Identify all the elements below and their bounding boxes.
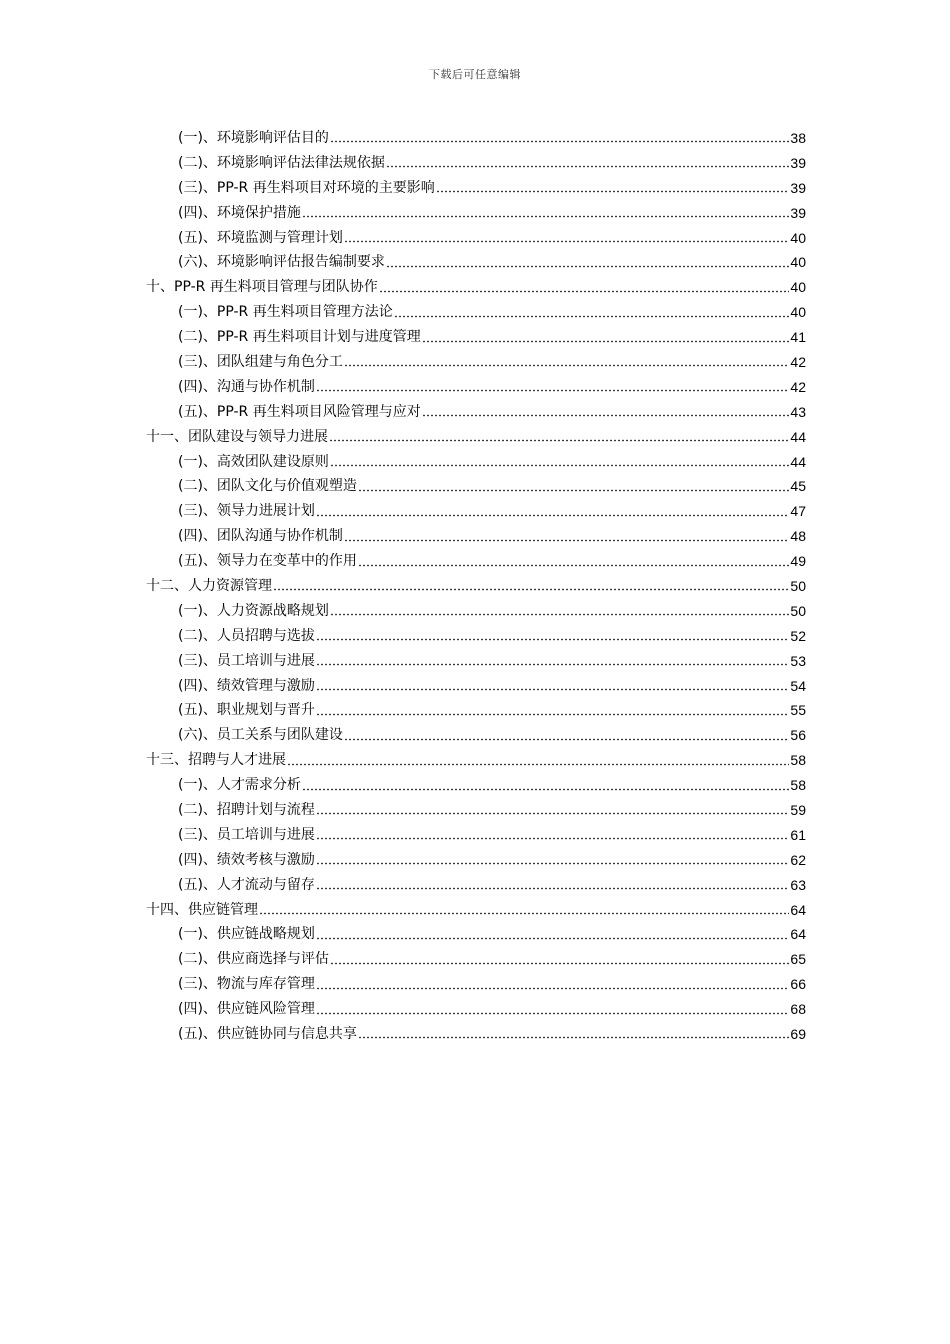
toc-page-number: 66 [790, 976, 806, 993]
toc-dot-leader [302, 787, 789, 791]
toc-entry-title: (二)、PP-R 再生料项目计划与进度管理 [178, 329, 421, 346]
toc-section-entry[interactable] [146, 624, 806, 649]
toc-entry-title: (一)、高效团队建设原则 [178, 453, 329, 470]
toc-section-entry[interactable] [146, 300, 806, 325]
toc-dot-leader [422, 414, 790, 418]
toc-section-entry[interactable] [146, 923, 806, 948]
toc-page-number: 44 [790, 428, 806, 445]
toc-page-number: 59 [790, 802, 806, 819]
toc-page-number: 58 [790, 777, 806, 794]
toc-page-number: 48 [790, 528, 806, 545]
toc-entry-title: (四)、团队沟通与协作机制 [178, 528, 343, 545]
toc-dot-leader [302, 215, 789, 219]
toc-dot-leader [330, 140, 789, 144]
toc-entry-title: 十二、人力资源管理 [146, 578, 272, 595]
toc-section-entry[interactable] [146, 823, 806, 848]
toc-page-number: 47 [790, 503, 806, 520]
toc-section-entry[interactable] [146, 972, 806, 997]
toc-section-entry[interactable] [146, 350, 806, 375]
toc-entry-title: (五)、供应链协同与信息共享 [178, 1026, 357, 1043]
toc-dot-leader [344, 538, 789, 542]
toc-entry-title: (五)、领导力在变革中的作用 [178, 553, 357, 570]
table-of-contents [146, 126, 806, 1047]
toc-dot-leader [316, 986, 789, 990]
toc-entry-title: (五)、环境监测与管理计划 [178, 229, 343, 246]
toc-entry-title: (二)、招聘计划与流程 [178, 802, 315, 819]
toc-dot-leader [316, 687, 789, 691]
toc-dot-leader [330, 613, 789, 617]
toc-page-number: 38 [790, 129, 806, 146]
toc-dot-leader [386, 264, 789, 268]
toc-page-number: 39 [790, 154, 806, 171]
toc-page-number: 40 [790, 229, 806, 246]
toc-page-number: 68 [790, 1001, 806, 1018]
toc-dot-leader [358, 488, 789, 492]
toc-page-number: 44 [790, 453, 806, 470]
toc-dot-leader [316, 638, 789, 642]
toc-entry-title: 十、PP-R 再生料项目管理与团队协作 [146, 279, 378, 296]
toc-page-number: 45 [790, 478, 806, 495]
toc-page-number: 42 [790, 354, 806, 370]
toc-section-entry[interactable] [146, 450, 806, 475]
toc-page-number: 49 [790, 553, 806, 570]
toc-page-number: 61 [790, 826, 806, 843]
toc-section-entry[interactable] [146, 723, 806, 748]
toc-section-entry[interactable] [146, 499, 806, 524]
toc-chapter-entry[interactable] [146, 425, 806, 450]
toc-entry-title: (五)、PP-R 再生料项目风险管理与应对 [178, 403, 421, 420]
toc-dot-leader [316, 513, 789, 517]
toc-dot-leader [358, 1036, 789, 1040]
toc-entry-title: (四)、绩效管理与激励 [178, 677, 315, 694]
toc-section-entry[interactable] [146, 375, 806, 400]
toc-entry-title: (四)、沟通与协作机制 [178, 378, 315, 395]
toc-entry-title: (三)、团队组建与角色分工 [178, 354, 343, 370]
toc-section-entry[interactable] [146, 674, 806, 699]
toc-entry-title: (三)、物流与库存管理 [178, 976, 315, 993]
toc-entry-title: (四)、供应链风险管理 [178, 1001, 315, 1018]
toc-section-entry[interactable] [146, 226, 806, 251]
toc-section-entry[interactable] [146, 848, 806, 873]
toc-entry-title: (三)、PP-R 再生料项目对环境的主要影响 [178, 179, 435, 196]
toc-dot-leader [316, 812, 789, 816]
toc-dot-leader [330, 961, 789, 965]
toc-section-entry[interactable] [146, 997, 806, 1022]
toc-page-number: 62 [790, 851, 806, 868]
toc-page-number: 39 [790, 204, 806, 221]
toc-entry-title: (一)、人力资源战略规划 [178, 602, 329, 619]
toc-page-number: 53 [790, 652, 806, 669]
toc-dot-leader [344, 239, 789, 243]
toc-dot-leader [358, 563, 789, 567]
toc-entry-title: (一)、人才需求分析 [178, 777, 301, 794]
toc-dot-leader [287, 762, 789, 766]
page-header: 下载后可任意编辑 [429, 68, 521, 81]
toc-entry-title: (一)、环境影响评估目的 [178, 129, 329, 146]
toc-dot-leader [394, 314, 790, 318]
toc-section-entry[interactable] [146, 873, 806, 898]
toc-entry-title: (二)、环境影响评估法律法规依据 [178, 154, 385, 171]
toc-dot-leader [344, 737, 789, 741]
toc-dot-leader [316, 1011, 789, 1015]
toc-dot-leader [259, 912, 789, 916]
toc-page-number: 50 [790, 602, 806, 619]
toc-dot-leader [316, 837, 789, 841]
toc-section-entry[interactable] [146, 126, 806, 151]
toc-section-entry[interactable] [146, 201, 806, 226]
toc-entry-title: (三)、员工培训与进展 [178, 652, 315, 669]
toc-page-number: 69 [790, 1026, 806, 1043]
toc-dot-leader [344, 364, 789, 368]
toc-section-entry[interactable] [146, 325, 806, 350]
toc-section-entry[interactable] [146, 599, 806, 624]
toc-entry-title: (四)、绩效考核与激励 [178, 851, 315, 868]
toc-section-entry[interactable] [146, 474, 806, 499]
toc-section-entry[interactable] [146, 798, 806, 823]
toc-dot-leader [316, 712, 789, 716]
toc-dot-leader [316, 663, 789, 667]
toc-entry-title: 十一、团队建设与领导力进展 [146, 428, 328, 445]
toc-entry-title: (五)、职业规划与晋升 [178, 702, 315, 719]
toc-entry-title: (一)、PP-R 再生料项目管理方法论 [178, 304, 393, 321]
toc-entry-title: (五)、人才流动与留存 [178, 876, 315, 893]
toc-page-number: 58 [790, 752, 806, 769]
toc-chapter-entry[interactable] [146, 574, 806, 599]
toc-entry-title: (二)、供应商选择与评估 [178, 951, 329, 968]
toc-page-number: 54 [790, 677, 806, 694]
toc-page-number: 63 [790, 876, 806, 893]
toc-entry-title: (三)、领导力进展计划 [178, 503, 315, 520]
toc-dot-leader [379, 289, 790, 293]
toc-dot-leader [330, 463, 789, 467]
toc-section-entry[interactable] [146, 947, 806, 972]
toc-dot-leader [316, 862, 789, 866]
toc-entry-title: (六)、环境影响评估报告编制要求 [178, 254, 385, 271]
toc-page-number: 55 [790, 702, 806, 719]
toc-section-entry[interactable] [146, 250, 806, 275]
toc-page-number: 40 [790, 254, 806, 271]
toc-dot-leader [422, 339, 790, 343]
toc-dot-leader [386, 165, 789, 169]
toc-dot-leader [436, 190, 790, 194]
toc-chapter-entry[interactable] [146, 748, 806, 773]
toc-page-number: 40 [790, 304, 806, 321]
toc-section-entry[interactable] [146, 400, 806, 425]
toc-dot-leader [316, 936, 789, 940]
toc-page-number: 43 [790, 403, 806, 420]
toc-page-number: 56 [790, 727, 806, 744]
toc-section-entry[interactable] [146, 176, 806, 201]
toc-page-number: 52 [790, 627, 806, 644]
toc-chapter-entry[interactable] [146, 275, 806, 300]
toc-section-entry[interactable] [146, 549, 806, 574]
toc-section-entry[interactable] [146, 1022, 806, 1047]
toc-page-number: 40 [790, 279, 806, 296]
toc-dot-leader [316, 389, 789, 393]
toc-entry-title: (二)、团队文化与价值观塑造 [178, 478, 357, 495]
toc-section-entry[interactable] [146, 698, 806, 723]
toc-page-number: 39 [790, 179, 806, 196]
toc-section-entry[interactable] [146, 773, 806, 798]
toc-dot-leader [273, 588, 789, 592]
toc-dot-leader [329, 439, 789, 443]
toc-dot-leader [316, 887, 789, 891]
toc-section-entry[interactable] [146, 649, 806, 674]
toc-entry-title: (三)、员工培训与进展 [178, 826, 315, 843]
toc-page-number: 65 [790, 951, 806, 968]
toc-page-number: 64 [790, 926, 806, 943]
toc-page-number: 42 [790, 378, 806, 395]
toc-entry-title: 十四、供应链管理 [146, 901, 258, 918]
toc-entry-title: (一)、供应链战略规划 [178, 926, 315, 943]
toc-entry-title: (二)、人员招聘与选拔 [178, 627, 315, 644]
toc-page-number: 64 [790, 901, 806, 918]
toc-entry-title: 十三、招聘与人才进展 [146, 752, 286, 769]
toc-entry-title: (六)、员工关系与团队建设 [178, 727, 343, 744]
toc-page-number: 41 [790, 329, 806, 346]
toc-page-number: 50 [790, 578, 806, 595]
toc-chapter-entry[interactable] [146, 898, 806, 923]
toc-entry-title: (四)、环境保护措施 [178, 204, 301, 221]
toc-section-entry[interactable] [146, 151, 806, 176]
toc-section-entry[interactable] [146, 524, 806, 549]
